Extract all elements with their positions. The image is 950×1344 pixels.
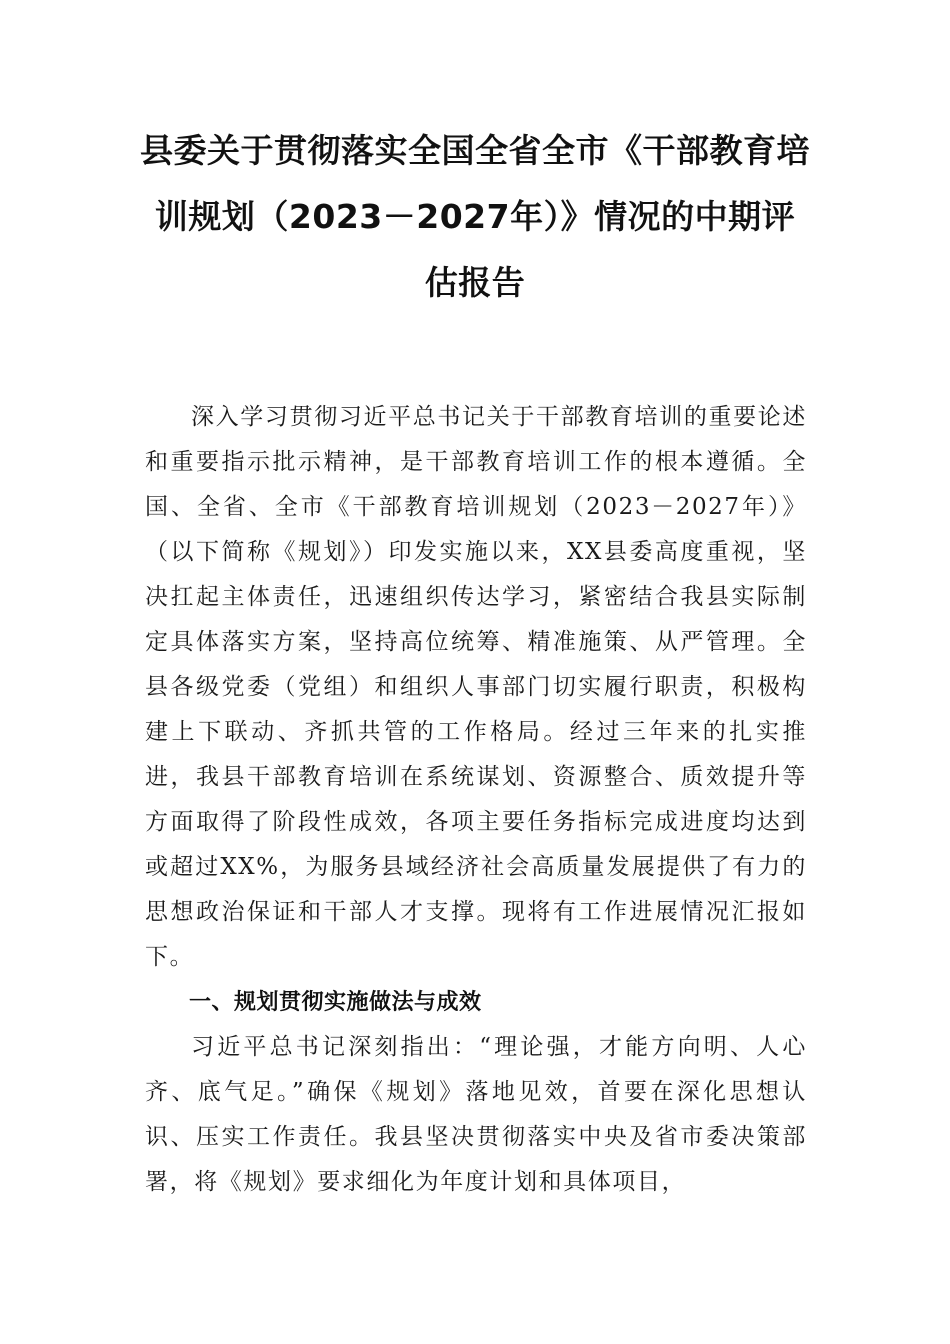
document-title: 县委关于贯彻落实全国全省全市《干部教育培训规划（2023－2027年）》情况的中期评估报告 bbox=[140, 131, 810, 302]
intro-paragraph: 深入学习贯彻习近平总书记关于干部教育培训的重要论述和重要指示批示精神，是干部教育培训工作的根本遵循。全国、全省、全市《干部教育培训规划（2023－2027年）》（以下简称《规划》）印发实施以来，XX县委高度重视，坚决扛起主体责任，迅速组织传达学习，紧密结合我县实际制定具体落实方案，坚持高位统筹、精准施策、从严管理。全县各级党委（党组）和组织人事部门切实履行职责，积极构建上下联动、齐抓共管的工作格局。经过三年来的扎实推进，我县干部教育培训在系统谋划、资源整合、质效提升等方面取得了阶段性成效，各项主要任务指标完成进度均达到或超过XX%，为服务县域经济社会高质量发展提供了有力的思想政治保证和干部人才支撑。现将有工作进展情况汇报如下。 bbox=[145, 404, 807, 970]
document-body bbox=[145, 395, 807, 1205]
section-heading: 一、规划贯彻实施做法与成效 bbox=[189, 990, 482, 1015]
section-paragraph: 习近平总书记深刻指出：“理论强，才能方向明、人心齐、底气足。”确保《规划》落地见效，首要在深化思想认识、压实工作责任。我县坚决贯彻落实中央及省市委决策部署，将《规划》要求细化为年度计划和具体项目， bbox=[145, 1034, 807, 1195]
